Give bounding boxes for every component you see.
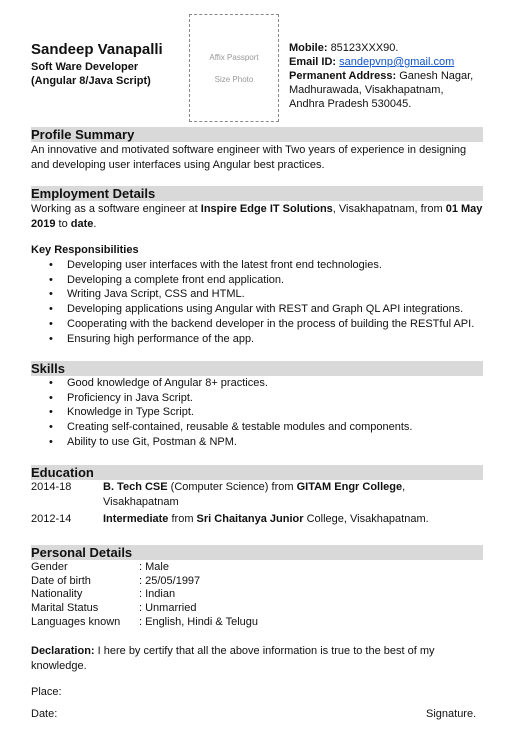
contact-block	[289, 41, 504, 111]
personal-detail-row	[31, 588, 431, 602]
list-item-text: Ensuring high performance of the app.	[67, 332, 255, 345]
email-label: Email ID:	[289, 56, 337, 68]
list-item-text: Cooperating with the backend developer in the process of building the RESTful API.	[67, 317, 475, 330]
list-item: • Knowledge in Type Script.	[49, 406, 194, 419]
list-item-text: Knowledge in Type Script.	[67, 406, 194, 419]
personal-detail-row	[31, 561, 431, 575]
declaration-label: Declaration:	[31, 645, 95, 657]
list-item-text: Ability to use Git, Postman & NPM.	[67, 435, 237, 448]
role-stack: (Angular 8/Java Script)	[31, 75, 151, 87]
profile-summary-text: An innovative and motivated software engineer with Two years of experience in designing and developing user interfaces using Angular best practices.	[31, 144, 467, 171]
list-item: • Proficiency in Java Script.	[49, 391, 193, 404]
list-item-text: Good knowledge of Angular 8+ practices.	[67, 377, 268, 389]
education-degree: Intermediate	[103, 513, 169, 525]
list-item: • Ensuring high performance of the app.	[49, 332, 255, 345]
address-label: Permanent Address:	[289, 70, 397, 82]
education-row	[31, 512, 483, 527]
education-institution: GITAM Engr College	[296, 481, 403, 493]
education-detail	[103, 480, 463, 509]
photo-caption-1: Affix Passport	[209, 52, 259, 62]
list-item-text: Writing Java Script, CSS and HTML.	[67, 288, 245, 301]
mobile-label: Mobile:	[289, 42, 328, 54]
responsibilities-list	[31, 258, 491, 346]
personal-detail-value: : Male	[139, 561, 169, 573]
list-item: • Developing applications using Angular with REST and Graph QL API integrations.	[49, 303, 464, 316]
education-row	[31, 480, 483, 510]
employment-intro-mid: , Visakhapatnam, from	[332, 203, 446, 215]
skills-list	[31, 376, 491, 450]
photo-placeholder	[189, 14, 279, 122]
education-location: , Visakhapatnam	[103, 481, 406, 508]
personal-detail-label: Date of birth	[31, 575, 91, 587]
list-item-text: Proficiency in Java Script.	[67, 391, 193, 404]
skills-heading: Skills	[31, 361, 483, 376]
list-item-text: Developing a complete front end application.	[67, 273, 285, 286]
address-line-2: Madhurawada, Visakhapatnam,	[289, 84, 444, 96]
education-mid: (Computer Science) from	[167, 481, 297, 493]
place-label: Place:	[31, 686, 62, 698]
email-link[interactable]: sandepvnp@gmail.com	[339, 56, 455, 68]
candidate-role	[31, 60, 191, 88]
personal-detail-label: Marital Status	[31, 602, 99, 614]
personal-detail-label: Nationality	[31, 588, 83, 600]
address-line-1: Ganesh Nagar,	[399, 70, 474, 82]
personal-detail-row	[31, 575, 431, 589]
role-title: Soft Ware Developer	[31, 61, 139, 73]
personal-detail-value: : English, Hindi & Telugu	[139, 616, 259, 628]
key-responsibilities-heading: Key Responsibilities	[31, 244, 139, 256]
signature-label: Signature.	[426, 708, 477, 720]
list-item: • Developing user interfaces with the latest front end technologies.	[49, 259, 382, 271]
education-mid: from	[168, 513, 197, 525]
declaration	[31, 644, 483, 673]
personal-detail-row	[31, 602, 431, 616]
address-line-3: Andhra Pradesh 530045.	[289, 98, 412, 110]
employment-end-date: date	[70, 217, 94, 230]
photo-caption-2: Size Photo	[214, 74, 254, 84]
education-year: 2014-18	[31, 481, 72, 493]
personal-detail-value: : 25/05/1997	[139, 575, 201, 587]
personal-details-heading: Personal Details	[31, 545, 483, 560]
list-item: • Cooperating with the backend developer in the process of building the RESTful API.	[49, 317, 475, 330]
personal-detail-value: : Indian	[139, 588, 176, 600]
education-heading: Education	[31, 465, 483, 480]
personal-detail-value: : Unmarried	[139, 602, 197, 614]
list-item-text: Developing applications using Angular with REST and Graph QL API integrations.	[67, 303, 464, 316]
declaration-text: I here by certify that all the above information is true to the best of my knowledge.	[31, 645, 435, 672]
education-location: College, Visakhapatnam.	[303, 513, 429, 525]
date-label: Date:	[31, 708, 58, 720]
education-detail	[103, 512, 483, 527]
education-degree: B. Tech CSE	[103, 481, 168, 493]
list-item-text: Creating self-contained, reusable & testable modules and components.	[67, 421, 413, 434]
candidate-name: Sandeep Vanapalli	[31, 41, 163, 58]
employment-start-date: 01 May 2019	[31, 203, 483, 230]
employment-intro-end: .	[93, 217, 97, 230]
employment-intro	[31, 202, 483, 231]
education-year: 2012-14	[31, 513, 72, 525]
personal-detail-label: Gender	[31, 561, 68, 573]
employer-name: Inspire Edge IT Solutions	[200, 203, 333, 215]
employment-intro-post: to	[55, 217, 71, 230]
personal-detail-label: Languages known	[31, 616, 121, 628]
list-item-text: Developing user interfaces with the latest front end technologies.	[67, 259, 382, 271]
list-item: • Developing a complete front end application.	[49, 273, 285, 286]
mobile-value: 85123XXX90.	[330, 42, 399, 54]
list-item: • Ability to use Git, Postman & NPM.	[49, 435, 237, 448]
list-item: • Creating self-contained, reusable & testable modules and components.	[49, 421, 413, 434]
personal-detail-row	[31, 616, 431, 630]
education-institution: Sri Chaitanya Junior	[196, 513, 304, 525]
employment-intro-pre: Working as a software engineer at	[31, 203, 201, 215]
list-item: • Good knowledge of Angular 8+ practices.	[49, 377, 268, 389]
list-item: • Writing Java Script, CSS and HTML.	[49, 288, 245, 301]
employment-heading: Employment Details	[31, 186, 483, 201]
profile-summary-heading: Profile Summary	[31, 127, 483, 142]
